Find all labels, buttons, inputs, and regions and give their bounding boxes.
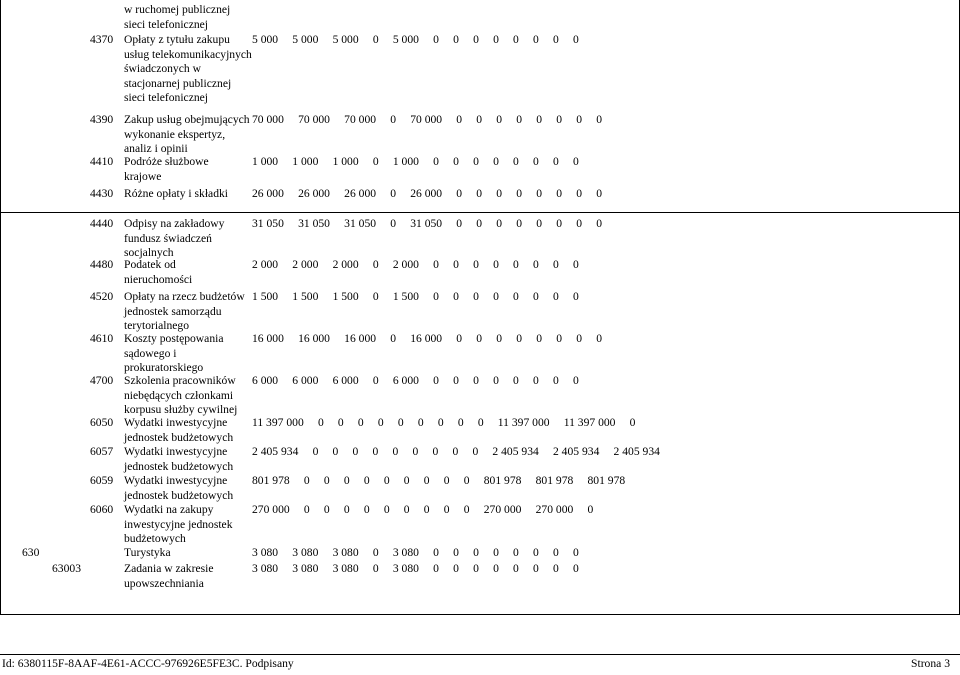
value-cell: 3 080 xyxy=(332,546,359,559)
value-cell: 31 050 xyxy=(410,217,443,230)
value-cell: 0 xyxy=(476,113,483,126)
value-cell: 0 xyxy=(536,113,543,126)
row-description: Opłaty z tytułu zakupu usług telekomunikacyjnych świadczonych w stacjonarnej publicznej sieci telefonicznej xyxy=(124,33,252,105)
value-cell: 0 xyxy=(352,445,359,458)
value-cell: 26 000 xyxy=(344,187,377,200)
row-values xyxy=(252,474,639,489)
value-cell: 0 xyxy=(533,258,539,271)
value-cell: 0 xyxy=(493,33,499,46)
value-cell: 3 080 xyxy=(292,562,319,575)
row-description: Wydatki inwestycyjne jednostek budżetowych xyxy=(124,474,234,502)
value-cell: 0 xyxy=(457,416,464,429)
row-description: Podatek od nieruchomości xyxy=(124,258,193,286)
row-values xyxy=(252,503,607,518)
value-cell: 16 000 xyxy=(344,332,377,345)
value-cell: 2 405 934 xyxy=(492,445,539,458)
value-cell: 0 xyxy=(533,155,539,168)
value-cell: 1 500 xyxy=(392,290,419,303)
value-cell: 2 000 xyxy=(392,258,419,271)
row-description: w ruchomej publicznej sieci telefonicznej xyxy=(124,3,231,31)
value-cell: 0 xyxy=(433,290,439,303)
value-cell: 3 080 xyxy=(392,562,419,575)
value-cell: 0 xyxy=(473,33,479,46)
row-separator xyxy=(0,614,960,615)
row-code: 6057 xyxy=(90,445,114,458)
value-cell: 0 xyxy=(496,217,503,230)
value-cell: 0 xyxy=(473,290,479,303)
value-cell: 0 xyxy=(323,503,330,516)
value-cell: 0 xyxy=(596,113,602,126)
value-cell: 0 xyxy=(516,332,523,345)
value-cell: 0 xyxy=(456,332,463,345)
value-cell: 0 xyxy=(472,445,479,458)
value-cell: 0 xyxy=(390,217,397,230)
row-values xyxy=(252,258,593,273)
value-cell: 2 000 xyxy=(332,258,359,271)
value-cell: 0 xyxy=(372,546,379,559)
value-cell: 0 xyxy=(372,562,379,575)
value-cell: 0 xyxy=(403,474,410,487)
value-cell: 0 xyxy=(390,187,397,200)
value-cell: 26 000 xyxy=(298,187,330,200)
value-cell: 3 080 xyxy=(332,562,359,575)
value-cell: 2 000 xyxy=(292,258,319,271)
row-separator xyxy=(0,212,960,213)
row-code: 6050 xyxy=(90,416,114,429)
value-cell: 16 000 xyxy=(252,332,284,345)
value-cell: 0 xyxy=(573,562,579,575)
value-cell: 0 xyxy=(516,217,523,230)
value-cell: 0 xyxy=(516,187,523,200)
value-cell: 0 xyxy=(453,290,459,303)
value-cell: 70 000 xyxy=(298,113,330,126)
value-cell: 0 xyxy=(473,155,479,168)
value-cell: 1 500 xyxy=(292,290,319,303)
value-cell: 0 xyxy=(363,503,370,516)
value-cell: 0 xyxy=(456,187,463,200)
row-description: Szkolenia pracowników niebędących członkami korpusu służby cywilnej xyxy=(124,374,238,417)
row-code: 4440 xyxy=(90,217,114,230)
value-cell: 0 xyxy=(377,416,384,429)
value-cell: 0 xyxy=(417,416,424,429)
row-code: 6060 xyxy=(90,503,114,516)
row-code: 6059 xyxy=(90,474,114,487)
value-cell: 0 xyxy=(437,416,444,429)
section-values xyxy=(252,546,593,561)
value-cell: 801 978 xyxy=(587,474,626,487)
value-cell: 0 xyxy=(343,474,350,487)
value-cell: 2 405 934 xyxy=(613,445,660,458)
row-description: Wydatki inwestycyjne jednostek budżetowych xyxy=(124,416,234,444)
value-cell: 0 xyxy=(513,258,519,271)
value-cell: 0 xyxy=(576,187,582,200)
value-cell: 0 xyxy=(363,474,370,487)
value-cell: 0 xyxy=(463,503,470,516)
value-cell: 1 000 xyxy=(292,155,319,168)
value-cell: 70 000 xyxy=(410,113,443,126)
value-cell: 0 xyxy=(323,474,330,487)
row-description: Koszty postępowania sądowego i prokuratorskiego xyxy=(124,332,224,375)
row-description: Wydatki inwestycyjne jednostek budżetowych xyxy=(124,445,234,473)
value-cell: 5 000 xyxy=(252,33,279,46)
value-cell: 0 xyxy=(332,445,339,458)
value-cell: 0 xyxy=(556,217,563,230)
value-cell: 0 xyxy=(456,217,463,230)
value-cell: 0 xyxy=(493,258,499,271)
value-cell: 0 xyxy=(372,445,379,458)
subsection-code: 63003 xyxy=(52,562,81,575)
value-cell: 0 xyxy=(473,562,479,575)
value-cell: 3 080 xyxy=(292,546,319,559)
value-cell: 0 xyxy=(433,374,439,387)
value-cell: 0 xyxy=(397,416,404,429)
value-cell: 0 xyxy=(496,332,503,345)
value-cell: 1 000 xyxy=(252,155,279,168)
value-cell: 6 000 xyxy=(392,374,419,387)
value-cell: 270 000 xyxy=(252,503,290,516)
value-cell: 0 xyxy=(312,445,319,458)
value-cell: 0 xyxy=(337,416,344,429)
value-cell: 0 xyxy=(433,258,439,271)
row-values xyxy=(252,113,616,128)
row-code: 4410 xyxy=(90,155,114,168)
value-cell: 70 000 xyxy=(252,113,284,126)
value-cell: 0 xyxy=(553,290,559,303)
value-cell: 5 000 xyxy=(332,33,359,46)
value-cell: 0 xyxy=(556,113,563,126)
value-cell: 0 xyxy=(596,332,602,345)
value-cell: 0 xyxy=(372,374,379,387)
subsection-description: Zadania w zakresie upowszechniania xyxy=(124,562,214,590)
value-cell: 0 xyxy=(477,416,484,429)
row-values xyxy=(252,33,593,48)
value-cell: 0 xyxy=(452,445,459,458)
value-cell: 0 xyxy=(553,33,559,46)
value-cell: 1 000 xyxy=(332,155,359,168)
row-code: 4430 xyxy=(90,187,114,200)
section-code: 630 xyxy=(22,546,40,559)
value-cell: 0 xyxy=(357,416,364,429)
value-cell: 31 050 xyxy=(344,217,377,230)
value-cell: 0 xyxy=(573,33,579,46)
value-cell: 31 050 xyxy=(252,217,284,230)
value-cell: 270 000 xyxy=(535,503,574,516)
value-cell: 0 xyxy=(553,562,559,575)
row-code: 4390 xyxy=(90,113,114,126)
value-cell: 2 405 934 xyxy=(252,445,299,458)
value-cell: 0 xyxy=(343,503,350,516)
value-cell: 0 xyxy=(443,474,450,487)
value-cell: 0 xyxy=(573,290,579,303)
value-cell: 801 978 xyxy=(483,474,522,487)
row-values xyxy=(252,374,593,389)
value-cell: 0 xyxy=(453,33,459,46)
value-cell: 0 xyxy=(573,258,579,271)
value-cell: 0 xyxy=(453,546,459,559)
value-cell: 0 xyxy=(412,445,419,458)
row-code: 4700 xyxy=(90,374,114,387)
value-cell: 2 405 934 xyxy=(552,445,600,458)
value-cell: 0 xyxy=(423,474,430,487)
row-code: 4520 xyxy=(90,290,114,303)
table-border-left xyxy=(0,0,1,614)
value-cell: 0 xyxy=(553,546,559,559)
value-cell: 0 xyxy=(433,562,439,575)
value-cell: 0 xyxy=(573,155,579,168)
value-cell: 0 xyxy=(533,33,539,46)
value-cell: 0 xyxy=(536,332,543,345)
value-cell: 0 xyxy=(533,546,539,559)
value-cell: 11 397 000 xyxy=(497,416,550,429)
value-cell: 0 xyxy=(596,187,602,200)
value-cell: 1 500 xyxy=(332,290,359,303)
value-cell: 0 xyxy=(576,113,582,126)
row-description: Wydatki na zakupy inwestycyjne jednostek budżetowych xyxy=(124,503,233,546)
row-description: Podróże służbowe krajowe xyxy=(124,155,209,183)
value-cell: 0 xyxy=(473,258,479,271)
value-cell: 0 xyxy=(372,33,379,46)
value-cell: 16 000 xyxy=(298,332,330,345)
value-cell: 5 000 xyxy=(292,33,319,46)
row-description: Zakup usług obejmujących wykonanie ekspertyz, analiz i opinii xyxy=(124,113,250,156)
value-cell: 0 xyxy=(516,113,523,126)
value-cell: 0 xyxy=(573,374,579,387)
value-cell: 11 397 000 xyxy=(563,416,616,429)
document-id: Id: 6380115F-8AAF-4E61-ACCC-976926E5FE3C. Podpisany xyxy=(2,657,294,670)
value-cell: 0 xyxy=(596,217,602,230)
value-cell: 0 xyxy=(536,217,543,230)
value-cell: 0 xyxy=(383,474,390,487)
value-cell: 0 xyxy=(493,290,499,303)
value-cell: 0 xyxy=(496,187,503,200)
value-cell: 6 000 xyxy=(252,374,279,387)
value-cell: 1 500 xyxy=(252,290,279,303)
subsection-values xyxy=(252,562,593,577)
value-cell: 0 xyxy=(453,258,459,271)
row-values xyxy=(252,290,593,305)
value-cell: 3 080 xyxy=(252,562,279,575)
value-cell: 0 xyxy=(476,187,483,200)
value-cell: 801 978 xyxy=(535,474,574,487)
value-cell: 0 xyxy=(576,217,582,230)
value-cell: 0 xyxy=(556,332,563,345)
value-cell: 0 xyxy=(493,374,499,387)
row-values xyxy=(252,187,616,202)
value-cell: 0 xyxy=(629,416,636,429)
value-cell: 0 xyxy=(390,113,397,126)
value-cell: 26 000 xyxy=(252,187,284,200)
value-cell: 0 xyxy=(553,374,559,387)
row-code: 4480 xyxy=(90,258,114,271)
value-cell: 0 xyxy=(493,546,499,559)
value-cell: 0 xyxy=(372,290,379,303)
value-cell: 0 xyxy=(383,503,390,516)
value-cell: 0 xyxy=(432,445,439,458)
value-cell: 0 xyxy=(573,546,579,559)
value-cell: 0 xyxy=(453,155,459,168)
value-cell: 31 050 xyxy=(298,217,330,230)
value-cell: 0 xyxy=(513,290,519,303)
row-description: Opłaty na rzecz budżetów jednostek samorządu terytorialnego xyxy=(124,290,245,333)
value-cell: 11 397 000 xyxy=(252,416,304,429)
value-cell: 3 080 xyxy=(252,546,279,559)
value-cell: 801 978 xyxy=(252,474,290,487)
value-cell: 0 xyxy=(317,416,324,429)
value-cell: 0 xyxy=(576,332,582,345)
section-description: Turystyka xyxy=(124,546,171,559)
value-cell: 0 xyxy=(453,374,459,387)
value-cell: 0 xyxy=(533,562,539,575)
value-cell: 6 000 xyxy=(292,374,319,387)
value-cell: 3 080 xyxy=(392,546,419,559)
value-cell: 0 xyxy=(390,332,397,345)
value-cell: 0 xyxy=(513,546,519,559)
footer-divider xyxy=(0,654,960,655)
row-values xyxy=(252,217,616,232)
value-cell: 0 xyxy=(533,290,539,303)
value-cell: 1 000 xyxy=(392,155,419,168)
row-values xyxy=(252,416,650,431)
value-cell: 0 xyxy=(536,187,543,200)
value-cell: 0 xyxy=(513,33,519,46)
value-cell: 0 xyxy=(513,155,519,168)
value-cell: 0 xyxy=(513,562,519,575)
value-cell: 0 xyxy=(303,474,310,487)
value-cell: 0 xyxy=(463,474,470,487)
value-cell: 0 xyxy=(556,187,563,200)
value-cell: 5 000 xyxy=(392,33,419,46)
value-cell: 0 xyxy=(403,503,410,516)
value-cell: 2 000 xyxy=(252,258,279,271)
value-cell: 0 xyxy=(473,374,479,387)
row-code: 4610 xyxy=(90,332,114,345)
value-cell: 0 xyxy=(587,503,594,516)
value-cell: 70 000 xyxy=(344,113,377,126)
value-cell: 6 000 xyxy=(332,374,359,387)
row-code: 4370 xyxy=(90,33,114,46)
row-values xyxy=(252,332,616,347)
value-cell: 0 xyxy=(553,155,559,168)
value-cell: 0 xyxy=(423,503,430,516)
value-cell: 26 000 xyxy=(410,187,443,200)
value-cell: 0 xyxy=(433,155,439,168)
value-cell: 0 xyxy=(553,258,559,271)
value-cell: 0 xyxy=(496,113,503,126)
value-cell: 0 xyxy=(476,332,483,345)
value-cell: 0 xyxy=(303,503,310,516)
value-cell: 0 xyxy=(493,155,499,168)
value-cell: 0 xyxy=(372,258,379,271)
row-values xyxy=(252,155,593,170)
value-cell: 0 xyxy=(392,445,399,458)
row-description: Różne opłaty i składki xyxy=(124,187,229,200)
page-number: Strona 3 xyxy=(911,657,950,670)
row-values xyxy=(252,445,674,460)
row-description: Odpisy na zakładowy fundusz świadczeń socjalnych xyxy=(124,217,225,260)
value-cell: 0 xyxy=(493,562,499,575)
value-cell: 0 xyxy=(433,33,439,46)
value-cell: 0 xyxy=(476,217,483,230)
value-cell: 0 xyxy=(456,113,463,126)
value-cell: 0 xyxy=(433,546,439,559)
value-cell: 0 xyxy=(443,503,450,516)
value-cell: 16 000 xyxy=(410,332,443,345)
value-cell: 270 000 xyxy=(483,503,522,516)
value-cell: 0 xyxy=(533,374,539,387)
value-cell: 0 xyxy=(453,562,459,575)
value-cell: 0 xyxy=(372,155,379,168)
value-cell: 0 xyxy=(513,374,519,387)
value-cell: 0 xyxy=(473,546,479,559)
